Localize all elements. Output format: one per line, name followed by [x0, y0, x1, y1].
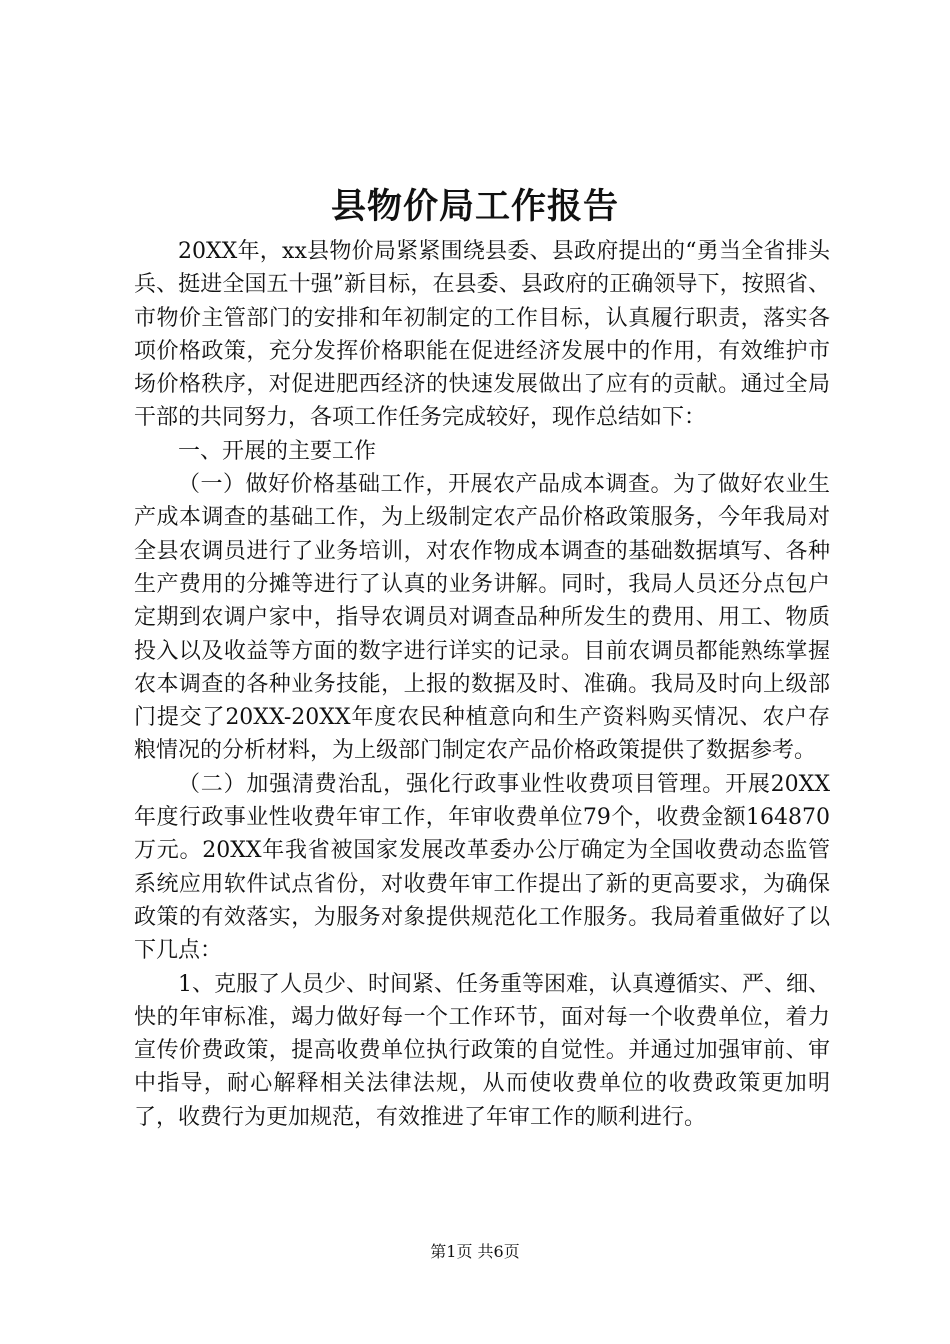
page-footer: 第1页 共6页 [430, 1242, 520, 1261]
subsection-paragraph-2: （二）加强清费治乱，强化行政事业性收费项目管理。开展20XX年度行政事业性收费年审工作，年审收费单位79个，收费金额164870万元。20XX年我省被国家发展改革委办公厅确定为全国收费动态监管系统应用软件试点省份，对收费年审工作提出了新的更高要求，为确保政策的有效落实，为服务对象提供规范化工作服务。我局着重做好了以下几点： [134, 771, 830, 964]
document-body [134, 235, 830, 1134]
intro-paragraph: 20XX年，xx县物价局紧紧围绕县委、县政府提出的“勇当全省排头兵、挺进全国五十强”新目标，在县委、县政府的正确领导下，按照省、市物价主管部门的安排和年初制定的工作目标，认真履行职责，落实各项价格政策，充分发挥价格职能在促进经济发展中的作用，有效维护市场价格秩序，对促进肥西经济的快速发展做出了应有的贡献。通过全局干部的共同努力，各项工作任务完成较好，现作总结如下： [134, 239, 830, 431]
subsection-paragraph-1: （一）做好价格基础工作，开展农产品成本调查。为了做好农业生产成本调查的基础工作，为上级制定农产品价格政策服务，今年我局对全县农调员进行了业务培训，对农作物成本调查的基础数据填写、各种生产费用的分摊等进行了认真的业务讲解。同时，我局人员还分点包户定期到农调户家中，指导农调员对调查品种所发生的费用、用工、物质投入以及收益等方面的数字进行详实的记录。目前农调员都能熟练掌握农本调查的各种业务技能，上报的数据及时、准确。我局及时向上级部门提交了20XX-20XX年度农民种植意向和生产资料购买情况、农户存粮情况的分析材料，为上级部门制定农产品价格政策提供了数据参考。 [134, 472, 830, 764]
section-heading: 一、开展的主要工作 [178, 438, 377, 464]
document-title: 县物价局工作报告 [330, 186, 619, 227]
list-item-paragraph-1: 1、克服了人员少、时间紧、任务重等困难，认真遵循实、严、细、快的年审标准，竭力做好每一个工作环节，面对每一个收费单位，着力宣传价费政策，提高收费单位执行政策的自觉性。并通过加强审前、审中指导，耐心解释相关法律法规，从而使收费单位的收费政策更加明了，收费行为更加规范，有效推进了年审工作的顺利进行。 [134, 971, 830, 1130]
